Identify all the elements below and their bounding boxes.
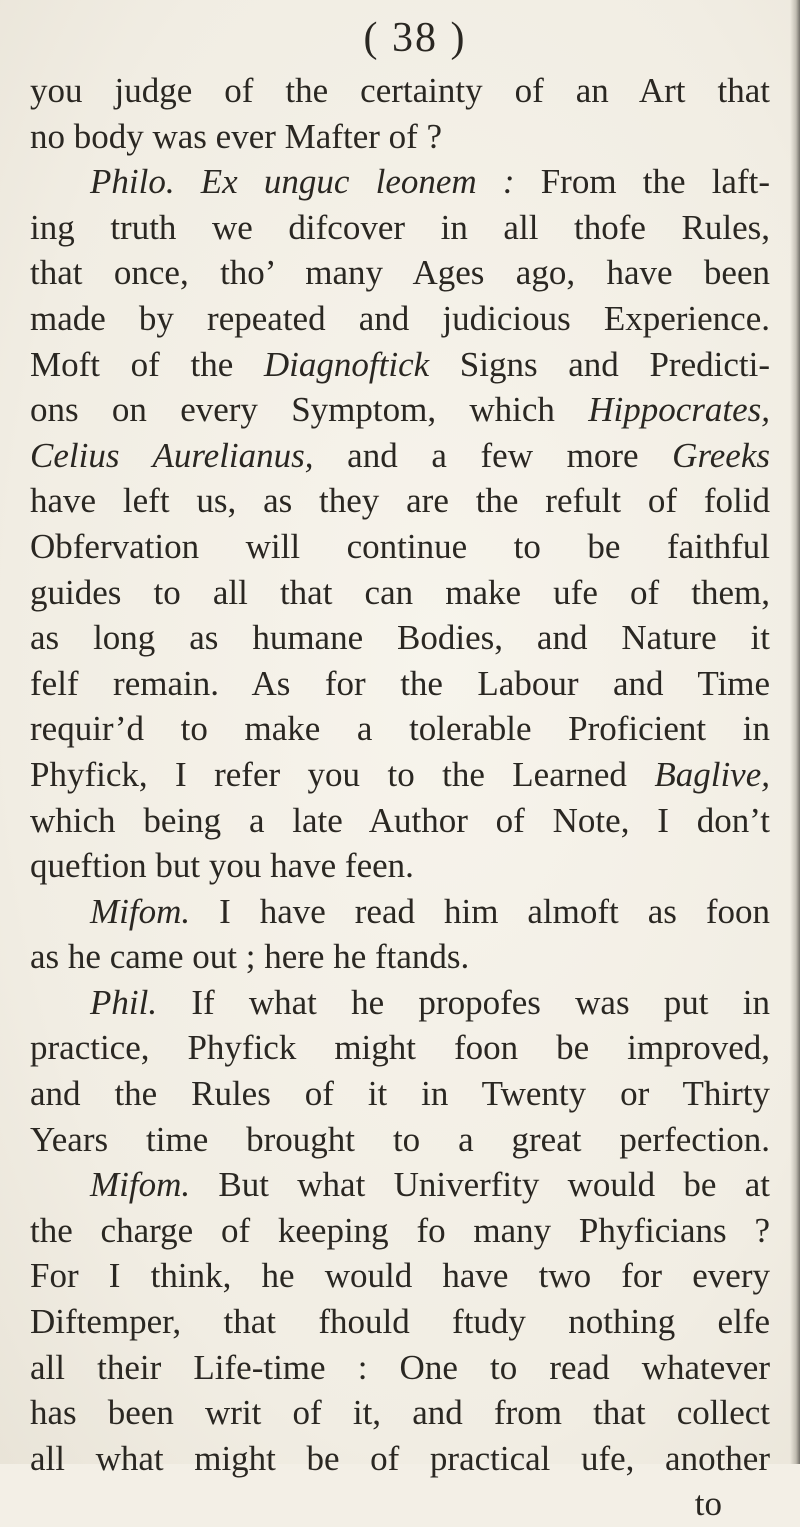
line-text: you judge of the certainty of an Art that <box>30 71 770 110</box>
text-line <box>30 1117 770 1163</box>
line-text: has been writ of it, and from that collect <box>30 1393 770 1433</box>
text-line <box>30 798 770 844</box>
text-line <box>30 478 770 524</box>
text-line <box>30 752 770 798</box>
text-line <box>30 706 770 752</box>
text-line <box>30 570 770 616</box>
italic-text: Mifom. <box>90 1165 191 1205</box>
italic-text: Mifom. <box>90 891 191 931</box>
italic-text: Philo. Ex unguc leonem : <box>90 162 515 202</box>
line-text: as he came out ; here he ftands. <box>30 937 470 977</box>
text-line <box>30 1299 770 1345</box>
italic-text: Greeks <box>672 435 770 475</box>
line-text: that once, tho’ many Ages ago, have been <box>30 253 770 293</box>
text-line <box>30 1345 770 1391</box>
text-line <box>30 205 770 251</box>
line-text: But what Univerfity would be at <box>190 1165 770 1205</box>
text-line <box>30 934 770 980</box>
body-text <box>30 68 770 1527</box>
line-text: and the Rules of it in Twenty or Thirty <box>30 1074 770 1114</box>
line-text: the charge of keeping fo many Phyficians ? <box>30 1210 770 1250</box>
text-line <box>30 1481 770 1527</box>
line-text: Phyfick, I refer you to the Learned <box>30 754 655 794</box>
line-text: and a few more <box>313 435 673 475</box>
line-text: queftion but you have feen. <box>30 846 414 886</box>
text-line <box>30 1025 770 1071</box>
page-number: ( 38 ) <box>363 15 467 61</box>
line-text: Signs and Predicti- <box>429 344 770 384</box>
line-text: From the laft- <box>514 162 770 202</box>
page-edge-shadow <box>790 0 800 1464</box>
line-text: Years time brought to a great perfection. <box>30 1119 770 1159</box>
line-text: have left us, as they are the refult of folid <box>30 481 770 521</box>
text-line <box>30 387 770 433</box>
text-line <box>30 980 770 1026</box>
text-line <box>30 615 770 661</box>
text-line <box>30 1390 770 1436</box>
text-line <box>30 296 770 342</box>
line-text: requir’d to make a tolerable Proficient in <box>30 709 770 749</box>
line-text: Diftemper, that fhould ftudy nothing elfe <box>30 1302 770 1342</box>
line-text: practice, Phyfick might foon be improved, <box>30 1028 770 1068</box>
line-text: For I think, he would have two for every <box>30 1256 770 1296</box>
text-line <box>30 1208 770 1254</box>
line-text: felf remain. As for the Labour and Time <box>30 663 770 703</box>
text-line <box>30 114 770 160</box>
text-line <box>30 1436 770 1482</box>
line-text: guides to all that can make ufe of them, <box>30 572 770 612</box>
text-line <box>30 1162 770 1208</box>
italic-text: Celius Aurelianus, <box>30 435 314 475</box>
line-text: all their Life-time : One to read whatever <box>30 1347 770 1387</box>
italic-text: Diagnoftick <box>263 344 430 384</box>
line-text: I have read him almoft as foon <box>190 891 770 931</box>
italic-text: Hippocrates, <box>588 390 770 430</box>
text-line <box>30 843 770 889</box>
line-text: ons on every Symptom, which <box>30 390 589 430</box>
line-text: all what might be of practical ufe, another <box>30 1438 770 1478</box>
italic-text: Baglive, <box>654 754 770 794</box>
text-line <box>30 342 770 388</box>
line-text: no body was ever Mafter of ? <box>30 116 443 156</box>
text-line <box>30 661 770 707</box>
line-text: Obfervation will continue to be faithful <box>30 526 770 566</box>
text-line <box>30 433 770 479</box>
line-text: If what he propofes was put in <box>157 982 770 1022</box>
line-text: as long as humane Bodies, and Nature it <box>30 618 770 658</box>
text-line <box>30 68 770 114</box>
line-text: Moft of the <box>30 344 264 384</box>
text-line <box>30 524 770 570</box>
text-line <box>30 250 770 296</box>
italic-text: Phil. <box>90 982 158 1022</box>
text-line <box>30 1071 770 1117</box>
line-text: to <box>694 1484 722 1524</box>
text-line <box>30 159 770 205</box>
text-line <box>30 889 770 935</box>
line-text: ing truth we difcover in all thofe Rules, <box>30 207 770 247</box>
line-text: which being a late Author of Note, I don’t <box>30 800 770 840</box>
line-text: made by repeated and judicious Experience. <box>30 298 770 338</box>
text-line <box>30 1253 770 1299</box>
